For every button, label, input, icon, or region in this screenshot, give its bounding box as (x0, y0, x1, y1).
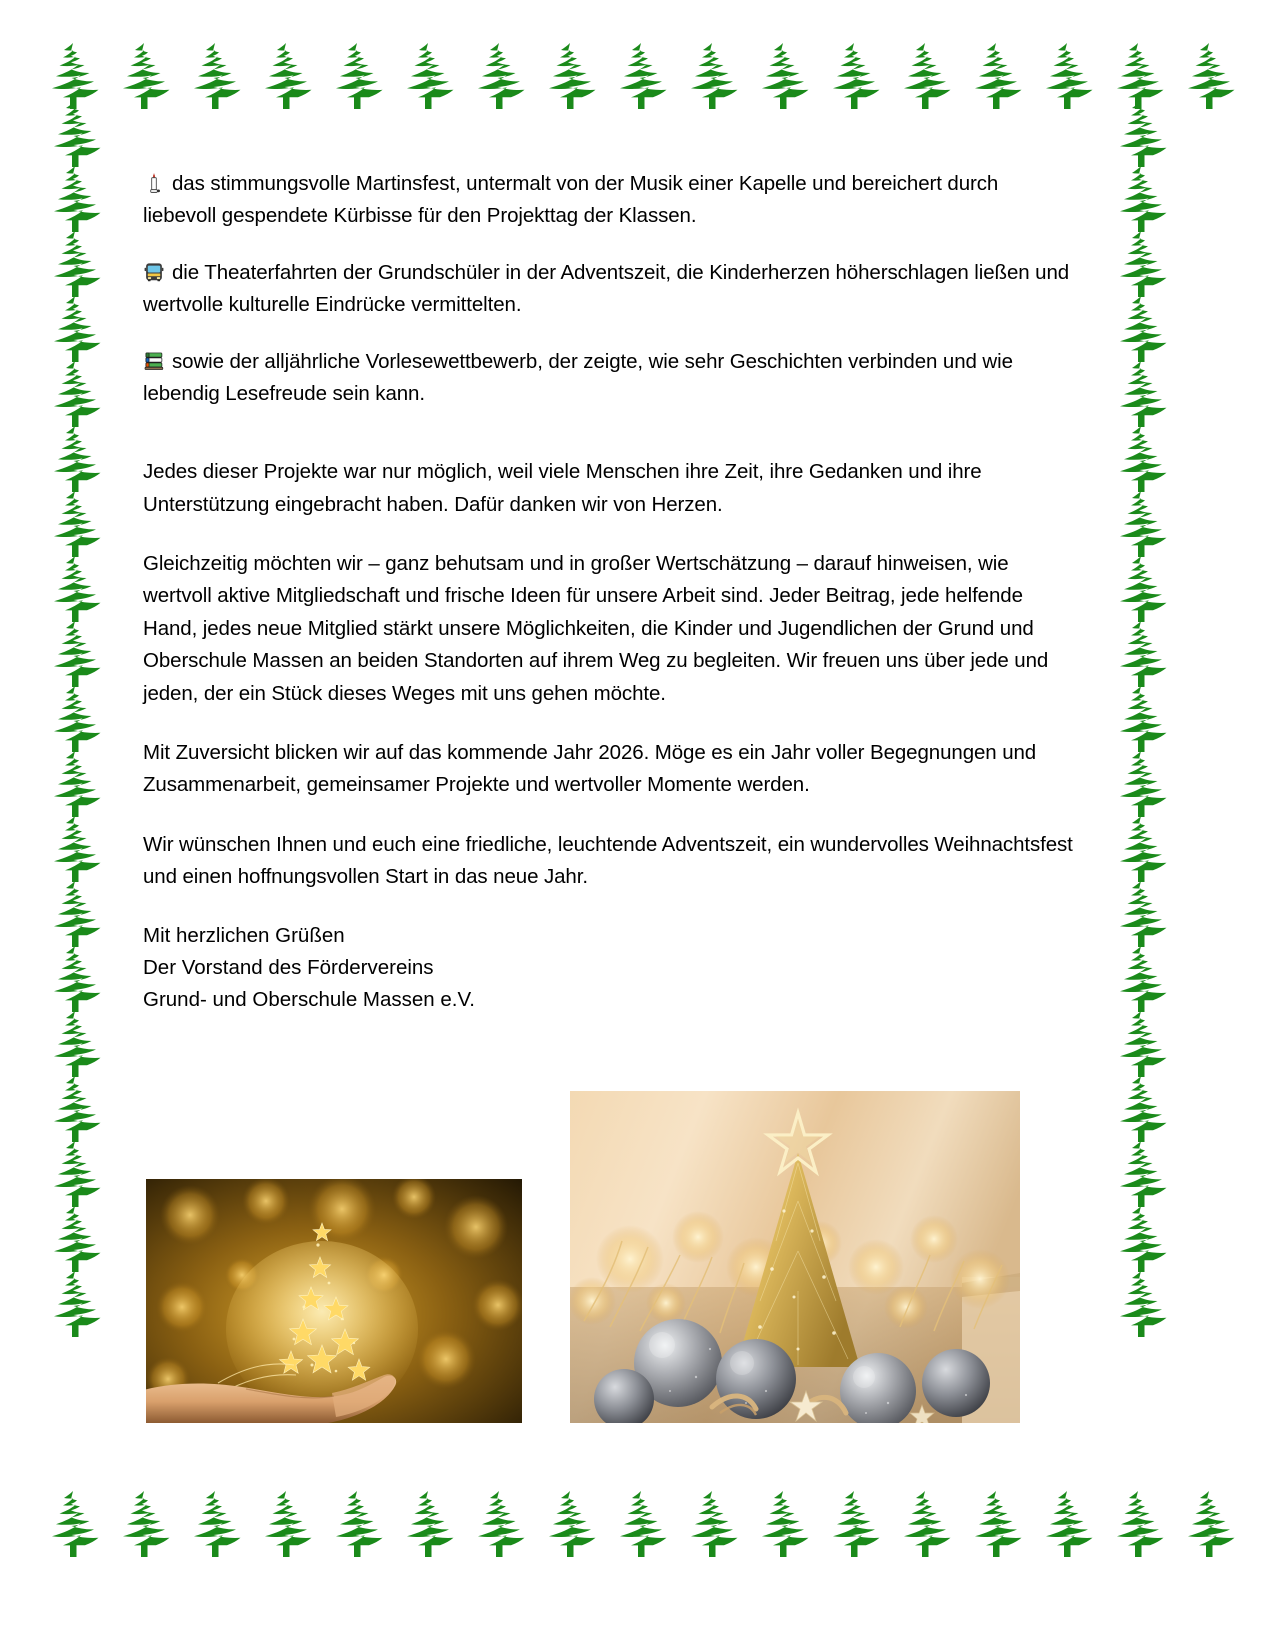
paragraph-dank: Jedes dieser Projekte war nur möglich, weil viele Menschen ihre Zeit, ihre Gedanken und ihre Unterstützung eingebracht haben. Dafür danken wir von Herzen. (143, 460, 982, 516)
christmas-tree-icon (182, 42, 248, 110)
christmas-tree-icon (111, 1490, 177, 1558)
christmas-tree-icon (40, 1490, 106, 1558)
christmas-tree-icon (324, 42, 390, 110)
christmas-tree-icon (963, 1490, 1029, 1558)
christmas-tree-icon (253, 42, 319, 110)
christmas-tree-icon (679, 42, 745, 110)
bus-icon (143, 261, 165, 283)
tree-border-left (42, 100, 120, 1500)
christmas-tree-icon (42, 1010, 108, 1078)
christmas-tree-icon (892, 1490, 958, 1558)
christmas-tree-icon (750, 1490, 816, 1558)
christmas-tree-icon (1108, 620, 1174, 688)
christmas-tree-icon (1108, 490, 1174, 558)
christmas-tree-icon (42, 620, 108, 688)
christmas-tree-icon (42, 880, 108, 948)
christmas-tree-icon (253, 1490, 319, 1558)
christmas-tree-icon (182, 1490, 248, 1558)
golden-christmas-tree-decoration-photo (570, 1091, 1020, 1423)
christmas-tree-icon (466, 1490, 532, 1558)
candle-icon (143, 172, 165, 194)
christmas-tree-icon (537, 42, 603, 110)
christmas-tree-icon (395, 42, 461, 110)
bullet-item-martinsfest (143, 168, 1073, 233)
paragraph-mitgliedschaft: Gleichzeitig möchten wir – ganz behutsam und in großer Wertschätzung – darauf hinweisen, wie wertvoll aktive Mitgliedschaft und frische Ideen für unsere Arbeit sind. Jeder Beitrag, jede helfende Hand, jedes neue Mitglied stärkt unsere Möglichkeiten, die Kinder und Jugendlichen der Grund und Oberschule Massen an beiden Standorten auf ihrem Weg zu begleiten. Wir freuen uns über jede und jeden, der ein Stück dieses Weges mit uns gehen möchte. (143, 552, 1049, 705)
christmas-tree-icon (821, 1490, 887, 1558)
christmas-tree-icon (42, 945, 108, 1013)
tree-border-bottom (40, 1490, 1235, 1560)
christmas-tree-icon (1108, 815, 1174, 883)
christmas-tree-icon (963, 42, 1029, 110)
christmas-tree-icon (42, 360, 108, 428)
christmas-tree-icon (324, 1490, 390, 1558)
christmas-tree-icon (537, 1490, 603, 1558)
christmas-tree-icon (1108, 425, 1174, 493)
christmas-tree-icon (1108, 100, 1174, 168)
christmas-tree-icon (42, 230, 108, 298)
bullet-text: sowie der alljährliche Vorlesewettbewerb, der zeigte, wie sehr Geschichten verbinden und wie lebendig Lesefreude sein kann. (143, 349, 1013, 405)
christmas-tree-icon (42, 750, 108, 818)
bullet-item-vorlesewettbewerb (143, 346, 1073, 411)
books-icon (143, 350, 165, 372)
christmas-tree-icon (42, 1140, 108, 1208)
signature-block (143, 920, 1073, 1015)
christmas-tree-icon (750, 42, 816, 110)
tree-border-top (40, 42, 1235, 112)
christmas-tree-icon (1108, 1205, 1174, 1273)
christmas-tree-icon (1108, 295, 1174, 363)
christmas-tree-icon (42, 555, 108, 623)
christmas-tree-icon (608, 1490, 674, 1558)
christmas-tree-icon (1108, 360, 1174, 428)
christmas-tree-icon (42, 685, 108, 753)
christmas-tree-icon (42, 490, 108, 558)
christmas-tree-icon (608, 42, 674, 110)
christmas-tree-icon (42, 100, 108, 168)
christmas-tree-icon (1108, 685, 1174, 753)
christmas-tree-icon (1108, 1140, 1174, 1208)
bullet-text: die Theaterfahrten der Grundschüler in der Adventszeit, die Kinderherzen höherschlagen ließen und wertvolle kulturelle Eindrücke vermittelten. (143, 260, 1070, 317)
paragraph-ausblick-2026: Mit Zuversicht blicken wir auf das kommende Jahr 2026. Möge es ein Jahr voller Begegnungen und Zusammenarbeit, gemeinsamer Projekte und wertvoller Momente werden. (143, 740, 1037, 797)
christmas-tree-icon (42, 165, 108, 233)
bullet-text: das stimmungsvolle Martinsfest, untermalt von der Musik einer Kapelle und bereichert durch liebevoll gespendete Kürbisse für den Projekttag der Klassen. (143, 172, 999, 228)
christmas-tree-icon (42, 425, 108, 493)
christmas-tree-icon (1034, 42, 1100, 110)
bullet-item-theaterfahrten (143, 257, 1073, 322)
christmas-tree-icon (679, 1490, 745, 1558)
christmas-tree-icon (42, 815, 108, 883)
christmas-tree-icon (1108, 1075, 1174, 1143)
christmas-tree-icon (821, 42, 887, 110)
christmas-tree-icon (1108, 1010, 1174, 1078)
signature-greeting: Mit herzlichen Grüßen (143, 924, 345, 948)
christmas-tree-icon (1108, 1270, 1174, 1338)
christmas-tree-icon (1108, 230, 1174, 298)
christmas-tree-icon (42, 1205, 108, 1273)
christmas-tree-icon (1176, 1490, 1242, 1558)
letter-body (143, 168, 1073, 1016)
section-spacer (143, 434, 1073, 456)
christmas-tree-icon (1108, 555, 1174, 623)
christmas-tree-icon (1105, 1490, 1171, 1558)
christmas-tree-icon (1108, 750, 1174, 818)
christmas-tree-icon (395, 1490, 461, 1558)
christmas-tree-icon (1108, 945, 1174, 1013)
paragraph-wuensche: Wir wünschen Ihnen und euch eine friedliche, leuchtende Adventszeit, ein wundervolles Weihnachtsfest und einen hoffnungsvollen Start in das neue Jahr. (143, 832, 1073, 888)
christmas-tree-icon (1034, 1490, 1100, 1558)
christmas-tree-icon (1108, 165, 1174, 233)
christmas-tree-icon (42, 1075, 108, 1143)
christmas-tree-icon (892, 42, 958, 110)
christmas-tree-icon (466, 42, 532, 110)
tree-border-right (1108, 100, 1186, 1500)
christmas-tree-icon (1108, 880, 1174, 948)
signature-sender: Der Vorstand des Fördervereins (143, 956, 434, 980)
christmas-tree-icon (42, 1270, 108, 1338)
hand-holding-golden-star-tree-photo (146, 1179, 522, 1423)
christmas-tree-icon (111, 42, 177, 110)
christmas-tree-icon (42, 295, 108, 363)
signature-organisation: Grund- und Oberschule Massen e.V. (143, 987, 475, 1011)
